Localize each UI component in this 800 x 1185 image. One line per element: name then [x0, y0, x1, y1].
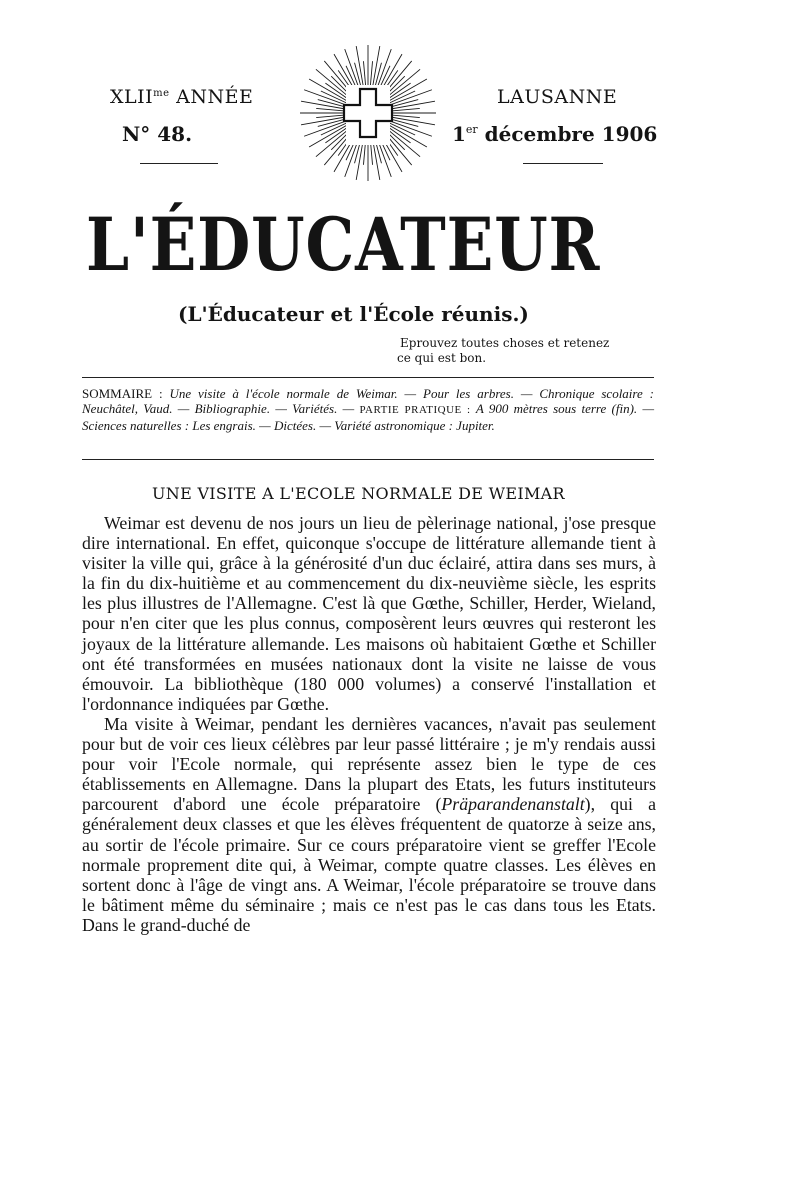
year-label: $XLII^{me}$ ANNÉE: [110, 86, 254, 108]
city: LAUSANNE: [497, 86, 618, 108]
swiss-cross-emblem: [298, 45, 438, 185]
article-body: [82, 513, 656, 935]
summary: SOMMAIRE : Une visite à l'école normale de Weimar. — Pour les arbres. — Chronique scolaire : Neuchâtel, Vaud. — Bibliographie. — Variétés. — PARTIE PRATIQUE : A 900 mètres sous terre (fin). — Sciences naturelles : Les engrais. — Dictées. — Variété astronomique : Jupiter.: [82, 386, 654, 433]
journal-title: L'ÉDUCATEUR: [86, 202, 601, 288]
journal-subtitle: (L'Éducateur et l'École réunis.): [178, 302, 529, 326]
summary-bottom-rule: [82, 459, 654, 460]
paragraph: Weimar est devenu de nos jours un lieu de pèlerinage national, j'ose presque dire international. En effet, quiconque s'occupe de littérature allemande tient à visiter la ville qui, grâce à la générosité d'un duc éclairé, attira dans ses murs, à la fin du dix-huitième et au commencement du dix-neuvième siècle, les esprits les plus illustres de l'Allemagne. C'est là que Gœthe, Schiller, Herder, Wieland, pour n'en citer que les plus connus, composèrent leurs œuvres qui resteront les joyaux de la littérature allemande. Les maisons où habitaient Gœthe et Schiller ont été transformées en musées nationaux dont la visite ne laisse de vous émouvoir. La bibliothèque (180 000 volumes) a conservé l'installation et l'ordonnance indiquées par Gœthe.: [82, 513, 656, 714]
summary-top-rule: [82, 377, 654, 378]
article-title: UNE VISITE A L'ECOLE NORMALE DE WEIMAR: [152, 484, 565, 503]
right-rule: [523, 163, 603, 164]
issue-number: N° 48.: [122, 122, 193, 146]
issue-date: 1er décembre 1906: [452, 122, 658, 146]
paragraph: Ma visite à Weimar, pendant les dernières vacances, n'avait pas seulement pour but de voir ces lieux célèbres par leur passé littéraire ; je m'y rendais aussi pour voir l'Ecole normale, qui représente assez bien le type de ces établissements en Allemagne. Dans la plupart des Etats, les futurs instituteurs parcourent d'abord une école préparatoire (Präparandenanstalt), qui a généralement deux classes et que les élèves fréquentent de quatorze à seize ans, au sortir de l'école primaire. Sur ce cours préparatoire vient se greffer l'Ecole normale proprement dite qui, à Weimar, compte quatre classes. Les élèves en sortent donc à l'âge de vingt ans. A Weimar, l'école préparatoire se trouve dans le bâtiment même du séminaire ; mais ce n'est pas le cas dans tous les Etats. Dans le grand-duché de: [82, 713, 656, 935]
left-rule: [140, 163, 218, 164]
motto: Eprouvez toutes choses et retenez ce qui est bon.: [397, 336, 610, 365]
